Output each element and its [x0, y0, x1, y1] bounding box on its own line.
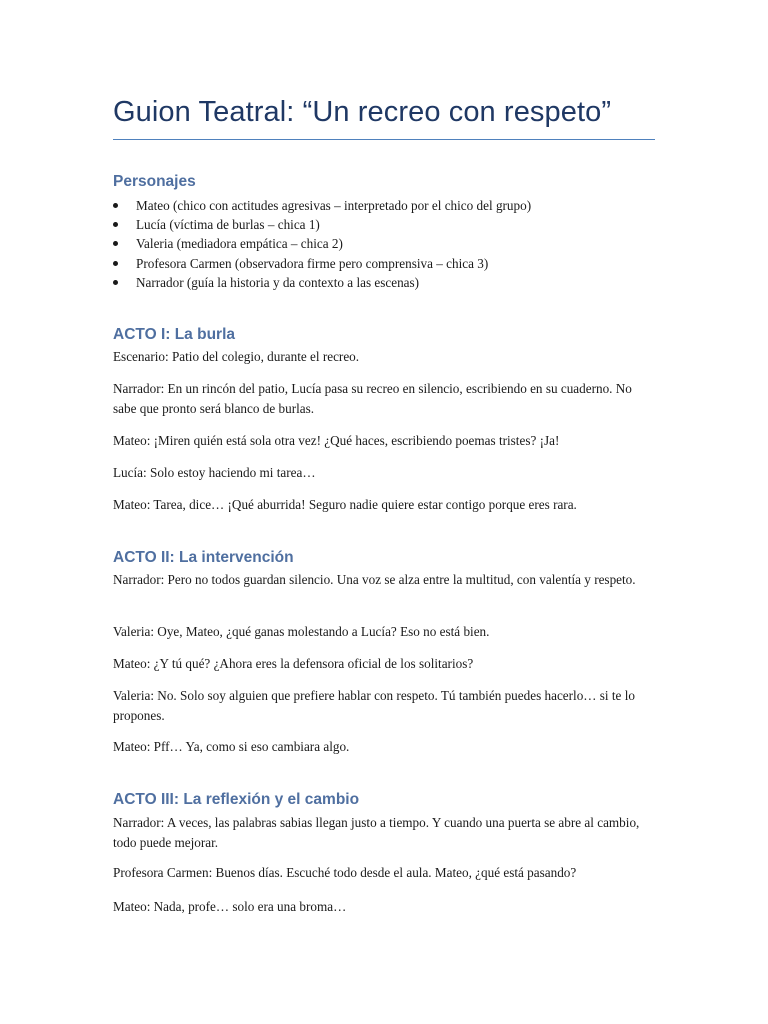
bullet-icon — [113, 280, 118, 285]
act-2-paragraph: Mateo: Pff… Ya, como si eso cambiara algo. — [113, 739, 350, 754]
bullet-icon — [113, 261, 118, 266]
act-3-paragraph: Mateo: Nada, profe… solo era una broma… — [113, 899, 347, 914]
act-3-paragraph: Narrador: A veces, las palabras sabias llegan justo a tiempo. Y cuando una puerta se abre al cambio, todo puede mejorar. — [113, 815, 640, 850]
act-1-paragraph: Escenario: Patio del colegio, durante el recreo. — [113, 349, 360, 364]
bullet-icon — [113, 241, 118, 246]
act-1-paragraph: Narrador: En un rincón del patio, Lucía pasa su recreo en silencio, escribiendo en su cuaderno. No sabe que pronto será blanco de burlas. — [113, 381, 632, 416]
list-item: Lucía (víctima de burlas – chica 1) — [113, 215, 531, 234]
act-3-heading: ACTO III: La reflexión y el cambio — [113, 791, 360, 808]
document-title: Guion Teatral: “Un recreo con respeto” — [113, 96, 612, 128]
title-underline — [113, 139, 655, 140]
characters-heading: Personajes — [113, 173, 196, 190]
list-item: Valeria (mediadora empática – chica 2) — [113, 234, 531, 253]
act-2-paragraph: Narrador: Pero no todos guardan silencio. Una voz se alza entre la multitud, con valentía y respeto. — [113, 572, 636, 587]
act-1-heading: ACTO I: La burla — [113, 326, 236, 343]
bullet-icon — [113, 203, 118, 208]
list-item: Narrador (guía la historia y da contexto a las escenas) — [113, 273, 531, 292]
act-3-paragraph: Profesora Carmen: Buenos días. Escuché todo desde el aula. Mateo, ¿qué está pasando? — [113, 865, 577, 880]
act-2-paragraph: Valeria: Oye, Mateo, ¿qué ganas molestando a Lucía? Eso no está bien. — [113, 624, 490, 639]
act-2-heading: ACTO II: La intervención — [113, 549, 294, 566]
act-1-paragraph: Lucía: Solo estoy haciendo mi tarea… — [113, 465, 316, 480]
list-item: Profesora Carmen (observadora firme pero comprensiva – chica 3) — [113, 254, 531, 273]
act-2-paragraph: Valeria: No. Solo soy alguien que prefiere hablar con respeto. Tú también puedes hacerlo… si te lo propones. — [113, 688, 635, 723]
act-2-paragraph: Mateo: ¿Y tú qué? ¿Ahora eres la defensora oficial de los solitarios? — [113, 656, 474, 671]
act-1-paragraph: Mateo: Tarea, dice… ¡Qué aburrida! Seguro nadie quiere estar contigo porque eres rara. — [113, 497, 577, 512]
act-1-paragraph: Mateo: ¡Miren quién está sola otra vez! ¿Qué haces, escribiendo poemas tristes? ¡Ja! — [113, 433, 560, 448]
list-item: Mateo (chico con actitudes agresivas – interpretado por el chico del grupo) — [113, 196, 531, 215]
characters-list — [113, 196, 531, 292]
bullet-icon — [113, 222, 118, 227]
